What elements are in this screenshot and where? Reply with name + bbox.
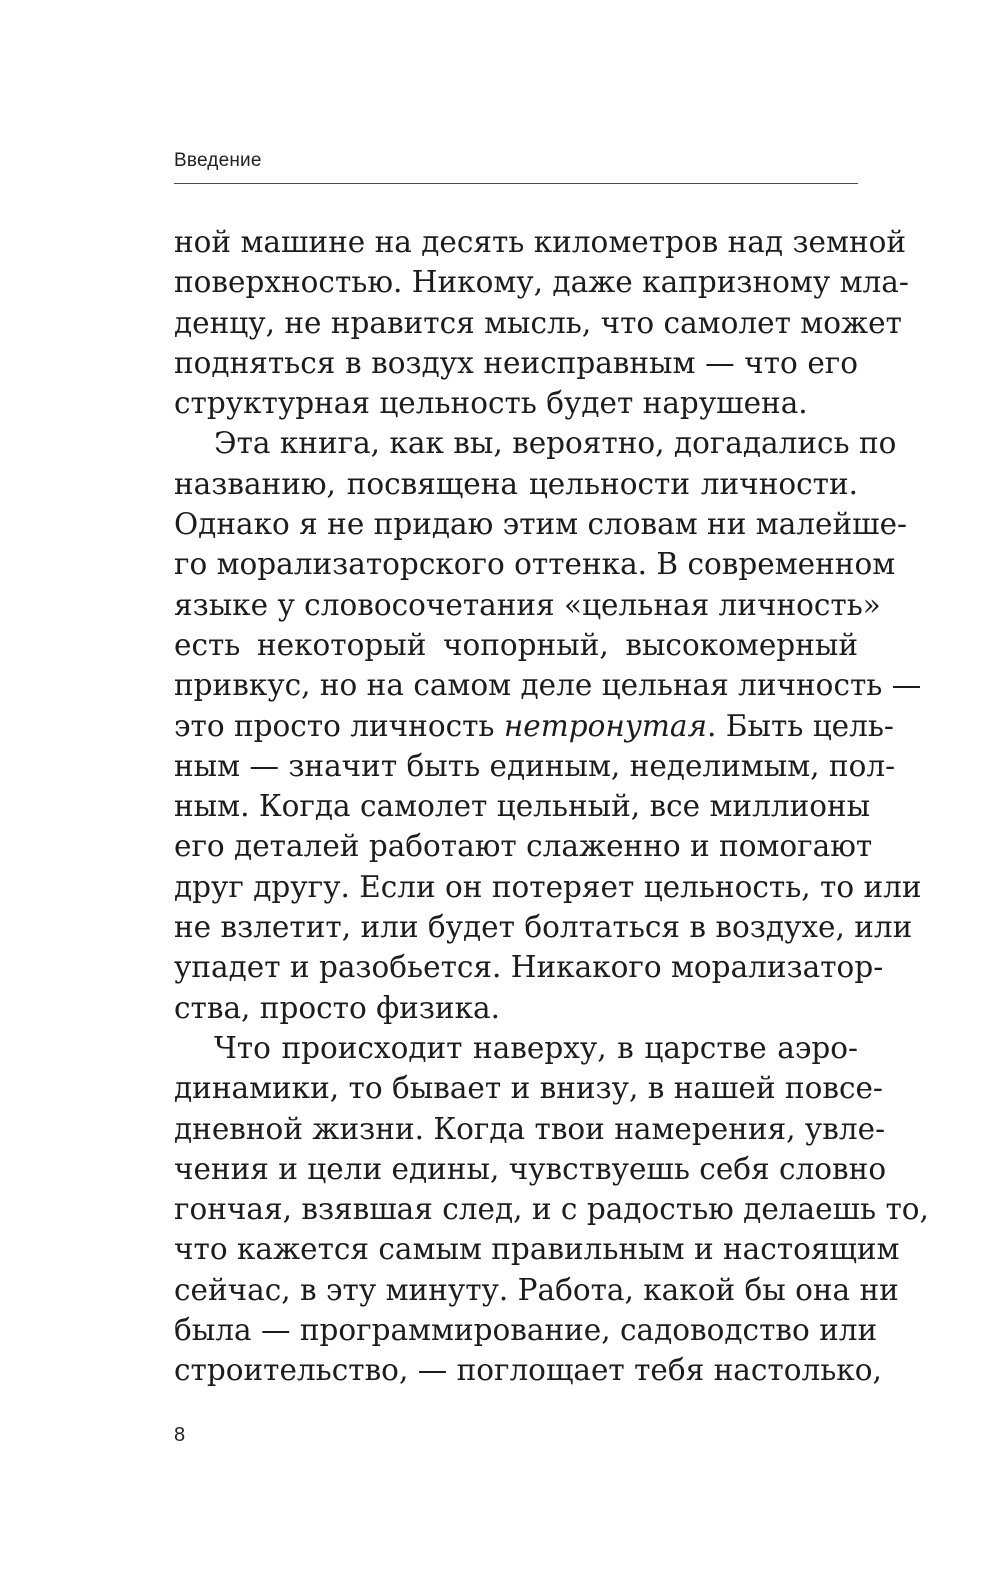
text-line: подняться в воздух неисправным — что его xyxy=(174,345,858,380)
text-line: строительство, — поглощает тебя настолько, xyxy=(174,1353,882,1388)
text-line: дневной жизни. Когда твои намерения, увле- xyxy=(174,1111,886,1146)
header-divider xyxy=(174,183,858,184)
text-line: сейчас, в эту минуту. Работа, какой бы она ни xyxy=(174,1272,899,1307)
text-line: ным. Когда самолет цельный, все миллионы xyxy=(174,789,871,824)
text-line: ной машине на десять километров над земной xyxy=(174,225,907,259)
text-line: не взлетит, или будет болтаться в воздухе, или xyxy=(174,910,913,945)
text-line: что кажется самым правильным и настоящим xyxy=(174,1232,900,1267)
text-line: была — программирование, садоводство или xyxy=(174,1313,878,1348)
text-line: привкус, но на самом деле цельная личность — xyxy=(174,668,922,703)
emphasized-word: нетронутая xyxy=(503,708,708,743)
text-line: денцу, не нравится мысль, что самолет может xyxy=(174,305,902,340)
text-line: упадет и разобьется. Никакого морализатор- xyxy=(174,950,884,985)
text-line: поверхностью. Никому, даже капризному мла- xyxy=(174,265,909,300)
body-text xyxy=(174,222,929,1391)
text-line: динамики, то бывает и внизу, в нашей повсе- xyxy=(174,1071,883,1106)
running-head-title: Введение xyxy=(174,150,262,171)
text-line: ным — значит быть единым, неделимым, пол- xyxy=(174,748,896,783)
page-number: 8 xyxy=(174,1424,186,1446)
text-segment: . Быть цель- xyxy=(707,708,894,743)
text-line: названию, посвящена цельности личности. xyxy=(174,466,858,501)
text-line: структурная цельность будет нарушена. xyxy=(174,386,808,421)
text-line-with-emphasis xyxy=(174,706,894,746)
text-line: ства, просто физика. xyxy=(174,990,500,1025)
text-line: гончая, взявшая след, и с радостью делаешь то, xyxy=(174,1192,929,1227)
text-segment: это просто личность xyxy=(174,708,504,743)
text-line: его деталей работают слаженно и помогают xyxy=(174,829,873,864)
text-line: есть некоторый чопорный, высокомерный xyxy=(174,627,858,662)
text-line: Однако я не придаю этим словам ни малейше- xyxy=(174,507,907,542)
paragraph-first-line: Эта книга, как вы, вероятно, догадались по xyxy=(214,426,897,461)
paragraph-first-line: Что происходит наверху, в царстве аэро- xyxy=(214,1030,858,1065)
text-line: чения и цели едины, чувствуешь себя словно xyxy=(174,1151,887,1186)
text-line: языке у словосочетания «цельная личность» xyxy=(174,587,881,622)
text-line: го морализаторского оттенка. В современном xyxy=(174,547,896,582)
text-line: друг другу. Если он потеряет цельность, то или xyxy=(174,869,922,904)
